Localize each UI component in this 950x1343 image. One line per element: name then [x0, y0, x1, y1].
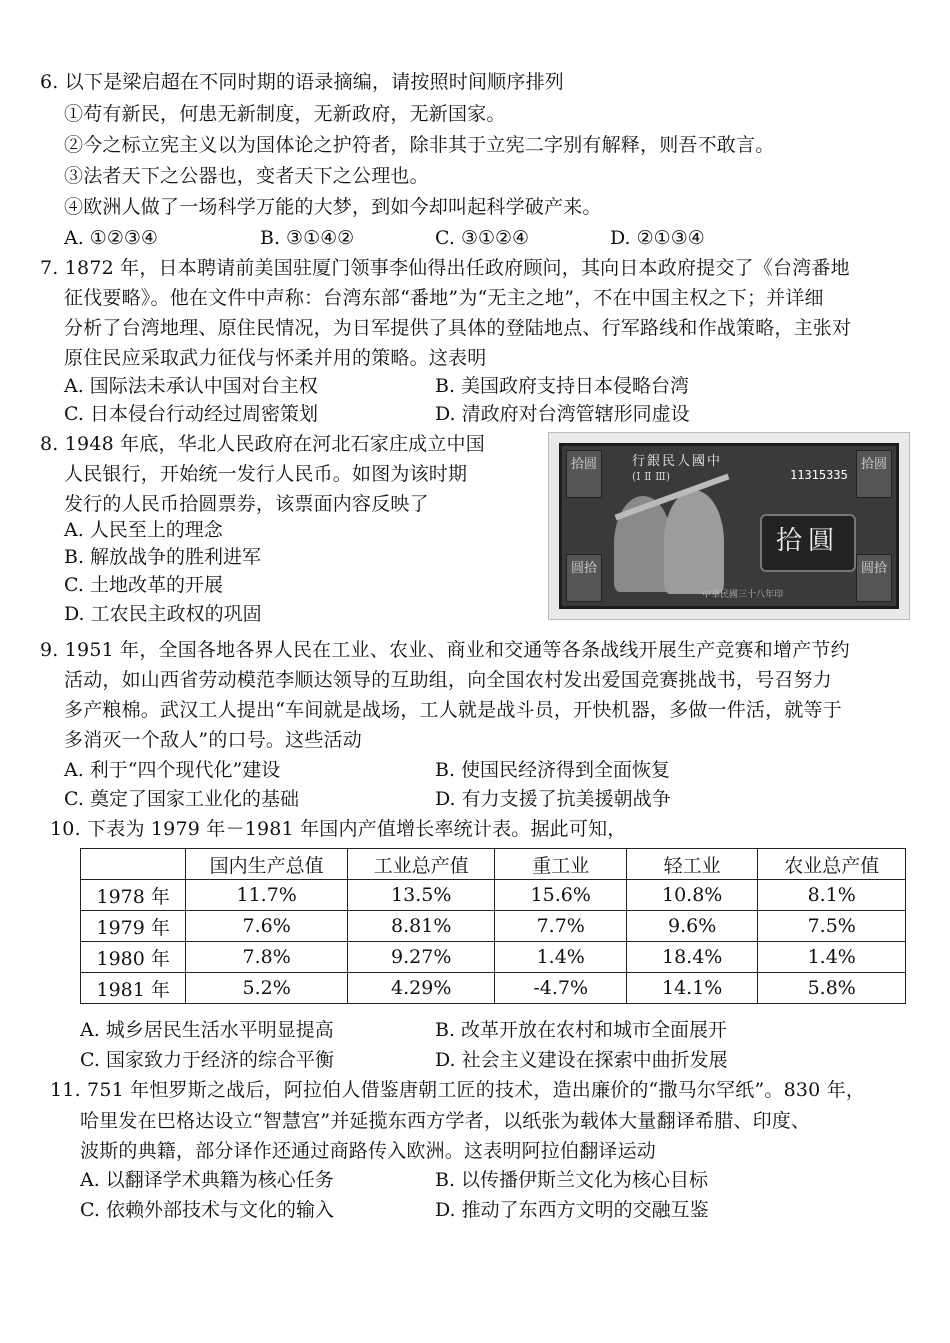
- banknote-corner-top-left: 拾圆: [566, 450, 602, 498]
- table-cell: 10.8%: [626, 880, 757, 911]
- q8-line-2: 人民银行，开始统一发行人民币。如图为该时期: [64, 463, 468, 485]
- table-cell: 8.81%: [347, 911, 495, 942]
- q11-line-1: 11. 751 年怛罗斯之战后，阿拉伯人借鉴唐朝工匠的技术，造出廉价的“撒马尔罕纸”。830 年，: [50, 1079, 866, 1101]
- table-cell: 7.7%: [495, 911, 626, 942]
- q7-option-b: B. 美国政府支持日本侵略台湾: [435, 375, 690, 397]
- table-cell: 18.4%: [626, 942, 757, 973]
- table-cell: 7.8%: [186, 942, 348, 973]
- table-cell: 15.6%: [495, 880, 626, 911]
- q10-stem: 10. 下表为 1979 年－1981 年国内产值增长率统计表。据此可知，: [50, 818, 627, 840]
- q8-option-b: B. 解放战争的胜利进军: [64, 546, 262, 568]
- table-header-light-industry: 轻工业: [626, 849, 757, 880]
- q9-line-1: 9. 1951 年，全国各地各界人民在工业、农业、商业和交通等各条战线开展生产竞赛和增产节约: [40, 639, 850, 661]
- q10-option-a: A. 城乡居民生活水平明显提高: [80, 1019, 334, 1041]
- table-row: [81, 880, 906, 911]
- q6-option-b: B. ③①④②: [260, 227, 355, 249]
- q7-line-1: 7. 1872 年，日本聘请前美国驻厦门领事李仙得出任政府顾问，其向日本政府提交了《台湾番地: [40, 257, 850, 279]
- q6-item-1: ①苟有新民，何患无新制度，无新政府，无新国家。: [64, 103, 506, 125]
- q6-option-a: A. ①②③④: [64, 227, 158, 249]
- table-cell: 1978 年: [81, 880, 186, 911]
- table-cell: 1981 年: [81, 973, 186, 1004]
- table-header-row: [81, 849, 906, 880]
- q9-line-4: 多消灭一个敌人”的口号。这些活动: [64, 729, 362, 751]
- table-header-corner: [81, 849, 186, 880]
- q11-line-2: 哈里发在巴格达设立“智慧宫”并延揽东西方学者，以纸张为载体大量翻译希腊、印度、: [80, 1110, 811, 1132]
- table-header-industry: 工业总产值: [347, 849, 495, 880]
- q9-option-a: A. 利于“四个现代化”建设: [64, 759, 281, 781]
- banknote-value: 拾圓: [760, 514, 856, 572]
- q8-option-d: D. 工农民主政权的巩固: [64, 603, 262, 625]
- banknote-date: 中華民國三十八年印: [702, 590, 784, 600]
- q10-option-c: C. 国家致力于经济的综合平衡: [80, 1049, 334, 1071]
- banknote-face: [559, 443, 899, 609]
- banknote-image: [548, 432, 910, 620]
- table-header-heavy-industry: 重工业: [495, 849, 626, 880]
- table-cell: 1980 年: [81, 942, 186, 973]
- table-cell: 7.6%: [186, 911, 348, 942]
- table-cell: -4.7%: [495, 973, 626, 1004]
- banknote-corner-top-right: 拾圆: [856, 450, 892, 498]
- q11-option-c: C. 依赖外部技术与文化的输入: [80, 1199, 334, 1221]
- table-cell: 9.27%: [347, 942, 495, 973]
- table-row: [81, 942, 906, 973]
- q11-line-3: 波斯的典籍，部分译作还通过商路传入欧洲。这表明阿拉伯翻译运动: [80, 1140, 657, 1162]
- q7-option-a: A. 国际法未承认中国对台主权: [64, 375, 318, 397]
- q9-option-c: C. 奠定了国家工业化的基础: [64, 788, 299, 810]
- table-cell: 8.1%: [758, 880, 906, 911]
- table-cell: 5.8%: [758, 973, 906, 1004]
- q6-option-c: C. ③①②④: [435, 227, 530, 249]
- q9-option-b: B. 使国民经济得到全面恢复: [435, 759, 671, 781]
- q7-line-2: 征伐要略》。他在文件中声称：台湾东部“番地”为“无主之地”，不在中国主权之下；并详细: [64, 287, 824, 309]
- q11-option-a: A. 以翻译学术典籍为核心任务: [80, 1169, 334, 1191]
- q10-option-d: D. 社会主义建设在探索中曲折发展: [435, 1049, 728, 1071]
- banknote-serial: 11315335: [790, 468, 848, 482]
- table-cell: 1979 年: [81, 911, 186, 942]
- q7-line-4: 原住民应采取武力征伐与怀柔并用的策略。这表明: [64, 347, 487, 369]
- table-cell: 4.29%: [347, 973, 495, 1004]
- q6-option-d: D. ②①③④: [610, 227, 705, 249]
- table-cell: 14.1%: [626, 973, 757, 1004]
- farmer-figure: [664, 490, 724, 594]
- table-row: [81, 911, 906, 942]
- q7-line-3: 分析了台湾地理、原住民情况，为日军提供了具体的登陆地点、行军路线和作战策略，主张对: [64, 317, 852, 339]
- q8-line-1: 8. 1948 年底，华北人民政府在河北石家庄成立中国: [40, 433, 485, 455]
- q6-stem: 6. 以下是梁启超在不同时期的语录摘编，请按照时间顺序排列: [40, 71, 564, 93]
- q7-option-c: C. 日本侵台行动经过周密策划: [64, 403, 318, 425]
- q10-option-b: B. 改革开放在农村和城市全面展开: [435, 1019, 728, 1041]
- banknote-series: (Ⅰ Ⅱ Ⅲ): [632, 470, 671, 483]
- q8-option-c: C. 土地改革的开展: [64, 574, 223, 596]
- table-cell: 5.2%: [186, 973, 348, 1004]
- table-cell: 9.6%: [626, 911, 757, 942]
- table-row: [81, 973, 906, 1004]
- q9-line-2: 活动，如山西省劳动模范李顺达领导的互助组，向全国农村发出爱国竞赛挑战书，号召努力: [64, 669, 833, 691]
- q9-option-d: D. 有力支援了抗美援朝战争: [435, 788, 671, 810]
- q6-item-4: ④欧洲人做了一场科学万能的大梦，到如今却叫起科学破产来。: [64, 196, 602, 218]
- q8-option-a: A. 人民至上的理念: [64, 519, 223, 541]
- table-cell: 1.4%: [495, 942, 626, 973]
- table-cell: 11.7%: [186, 880, 348, 911]
- banknote-corner-bottom-right: 圆拾: [856, 554, 892, 602]
- table-header-agriculture: 农业总产值: [758, 849, 906, 880]
- q11-option-b: B. 以传播伊斯兰文化为核心目标: [435, 1169, 709, 1191]
- q11-option-d: D. 推动了东西方文明的交融互鉴: [435, 1199, 709, 1221]
- banknote-corner-bottom-left: 圆拾: [566, 554, 602, 602]
- table-cell: 13.5%: [347, 880, 495, 911]
- q6-item-2: ②今之标立宪主义以为国体论之护符者，除非其于立宪二字别有解释，则吾不敢言。: [64, 134, 775, 156]
- q8-line-3: 发行的人民币拾圆票券，该票面内容反映了: [64, 493, 429, 515]
- table-header-gdp: 国内生产总值: [186, 849, 348, 880]
- banknote-bank-name: 行銀民人國中: [632, 454, 723, 469]
- q7-option-d: D. 清政府对台湾管辖形同虚设: [435, 403, 690, 425]
- table-cell: 1.4%: [758, 942, 906, 973]
- q6-item-3: ③法者天下之公器也，变者天下之公理也。: [64, 165, 429, 187]
- growth-rate-table: [80, 848, 906, 1004]
- q9-line-3: 多产粮棉。武汉工人提出“车间就是战场，工人就是战斗员，开快机器，多做一件活，就等于: [64, 699, 842, 721]
- table-cell: 7.5%: [758, 911, 906, 942]
